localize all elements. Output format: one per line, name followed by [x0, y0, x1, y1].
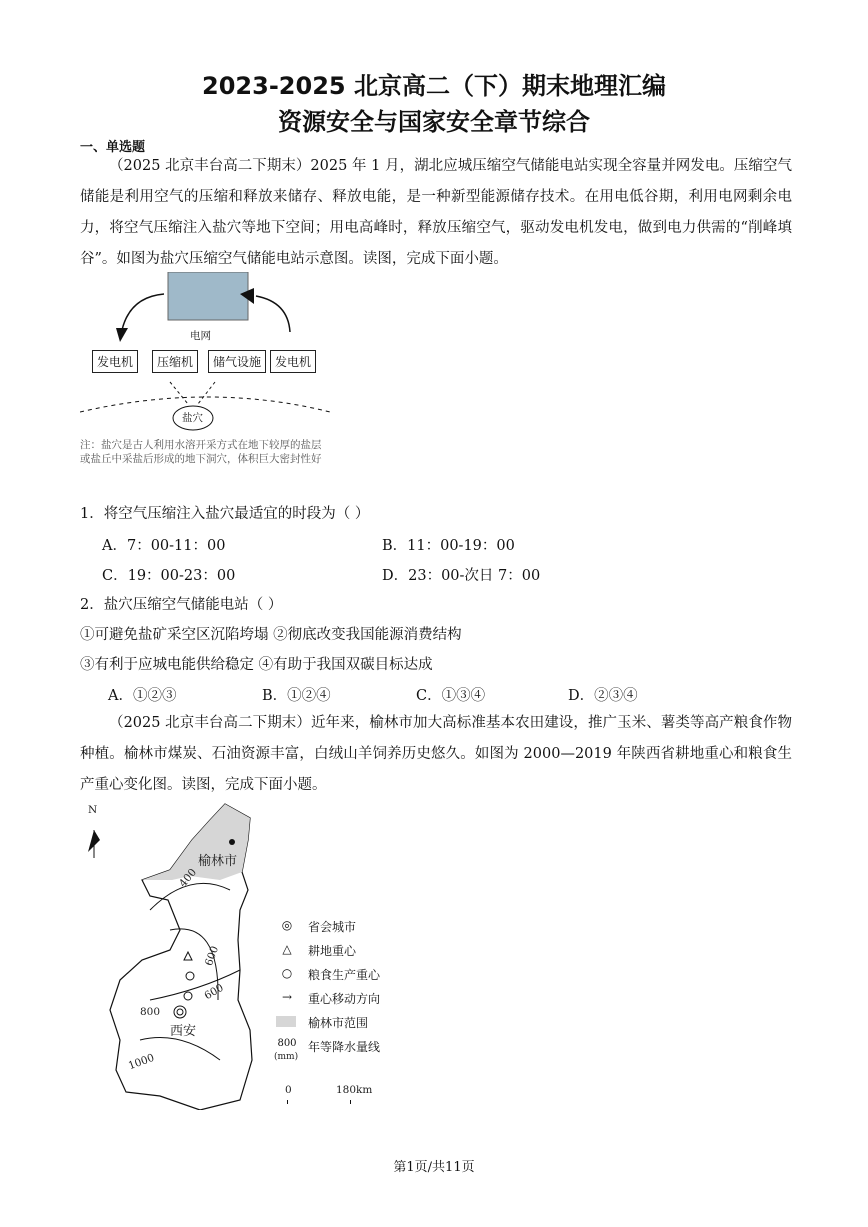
q1-option-a: A．7：00-11：00	[102, 538, 226, 554]
box-generator-1: 发电机	[92, 350, 138, 373]
q2-statements-1: ①可避免盐矿采空区沉陷垮塌 ②彻底改变我国能源消费结构	[80, 627, 462, 643]
isoline-800: 800	[140, 1006, 161, 1018]
isoline-600-b: 600	[202, 981, 226, 1003]
q1-option-b: B．11：00-19：00	[382, 538, 515, 554]
isoline-400: 400	[176, 866, 200, 890]
question-2: 2．盐穴压缩空气储能电站（ ）	[80, 597, 283, 613]
scale-zero: 0	[285, 1084, 292, 1096]
isoline-600-a: 600	[202, 944, 222, 968]
title-line1: 2023-2025 北京高二（下）期末地理汇编	[202, 72, 666, 100]
north-label: N	[88, 804, 98, 816]
q2-statements-2: ③有利于应城电能供给稳定 ④有助于我国双碳目标达成	[80, 657, 433, 673]
power-grid-image	[168, 272, 248, 320]
title-line2: 资源安全与国家安全章节综合	[278, 108, 590, 136]
city-yulin: 榆林市	[198, 854, 238, 869]
q2-option-c: C．①③④	[416, 688, 486, 704]
paragraph-1: （2025 北京丰台高二下期末）2025 年 1 月，湖北应城压缩空气储能电站实现全容量并网发电。压缩空气储能是利用空气的压缩和释放来储存、释放电能，是一种新型能源储存技术。在用电低谷期，利用电网剩余电力，将空气压缩注入盐穴等地下空间；用电高峰时，释放压缩空气，驱动发电机发电，做到电力供需的“削峰填谷”。如图为盐穴压缩空气储能电站示意图。读图，完成下面小题。	[80, 158, 792, 267]
figure-note: 注：盐穴是古人利用水溶开采方式在地下较厚的盐层或盐丘中采盐后形成的地下洞穴，体积巨大密封性好	[80, 439, 322, 465]
triangle-icon: △	[282, 942, 292, 956]
legend-unit: (mm)	[274, 1052, 299, 1062]
map-legend: ◎ 省会城市 △ 耕地重心 ○ 粮食生产重心 → 重心移动方向 榆林市范围 800 年等降水量线 (mm)	[274, 918, 381, 1062]
q2-option-d: D．②③④	[568, 688, 638, 704]
q1-option-d: D．23：00-次日 7：00	[382, 568, 541, 584]
paragraph-2: （2025 北京丰台高二下期末）近年来，榆林市加大高标准基本农田建设，推广玉米、薯类等高产粮食作物种植。榆林市煤炭、石油资源丰富，白绒山羊饲养历史悠久。如图为 2000—2019 年陕西省耕地重心和粮食生产重心变化图。读图，完成下面小题。	[80, 715, 792, 793]
box-generator-2: 发电机	[270, 350, 316, 373]
cave-label: 盐穴	[182, 412, 203, 424]
shaanxi-map-figure	[80, 800, 420, 1110]
scale-bar	[287, 1100, 351, 1104]
section-heading: 一、单选题	[80, 140, 146, 155]
question-1: 1．将空气压缩注入盐穴最适宜的时段为（ ）	[80, 506, 370, 522]
arrow-icon: →	[281, 990, 293, 1004]
isoline-icon: 800	[277, 1038, 297, 1049]
circle-icon: ○	[281, 966, 293, 980]
box-compressor: 压缩机	[152, 350, 198, 373]
capital-icon: ◎	[281, 918, 293, 932]
isoline-1000: 1000	[126, 1051, 156, 1073]
scale-180km: 180km	[336, 1084, 373, 1096]
gray-swatch-icon	[276, 1016, 296, 1027]
box-storage: 储气设施	[208, 350, 266, 373]
q2-option-b: B．①②④	[262, 688, 331, 704]
page-footer: 第1页/共11页	[393, 1160, 475, 1175]
salt-cavern-figure	[80, 272, 340, 492]
grid-label: 电网	[190, 330, 211, 342]
q2-option-a: A．①②③	[108, 688, 177, 704]
city-xian: 西安	[170, 1024, 197, 1039]
q1-option-c: C．19：00-23：00	[102, 568, 236, 584]
